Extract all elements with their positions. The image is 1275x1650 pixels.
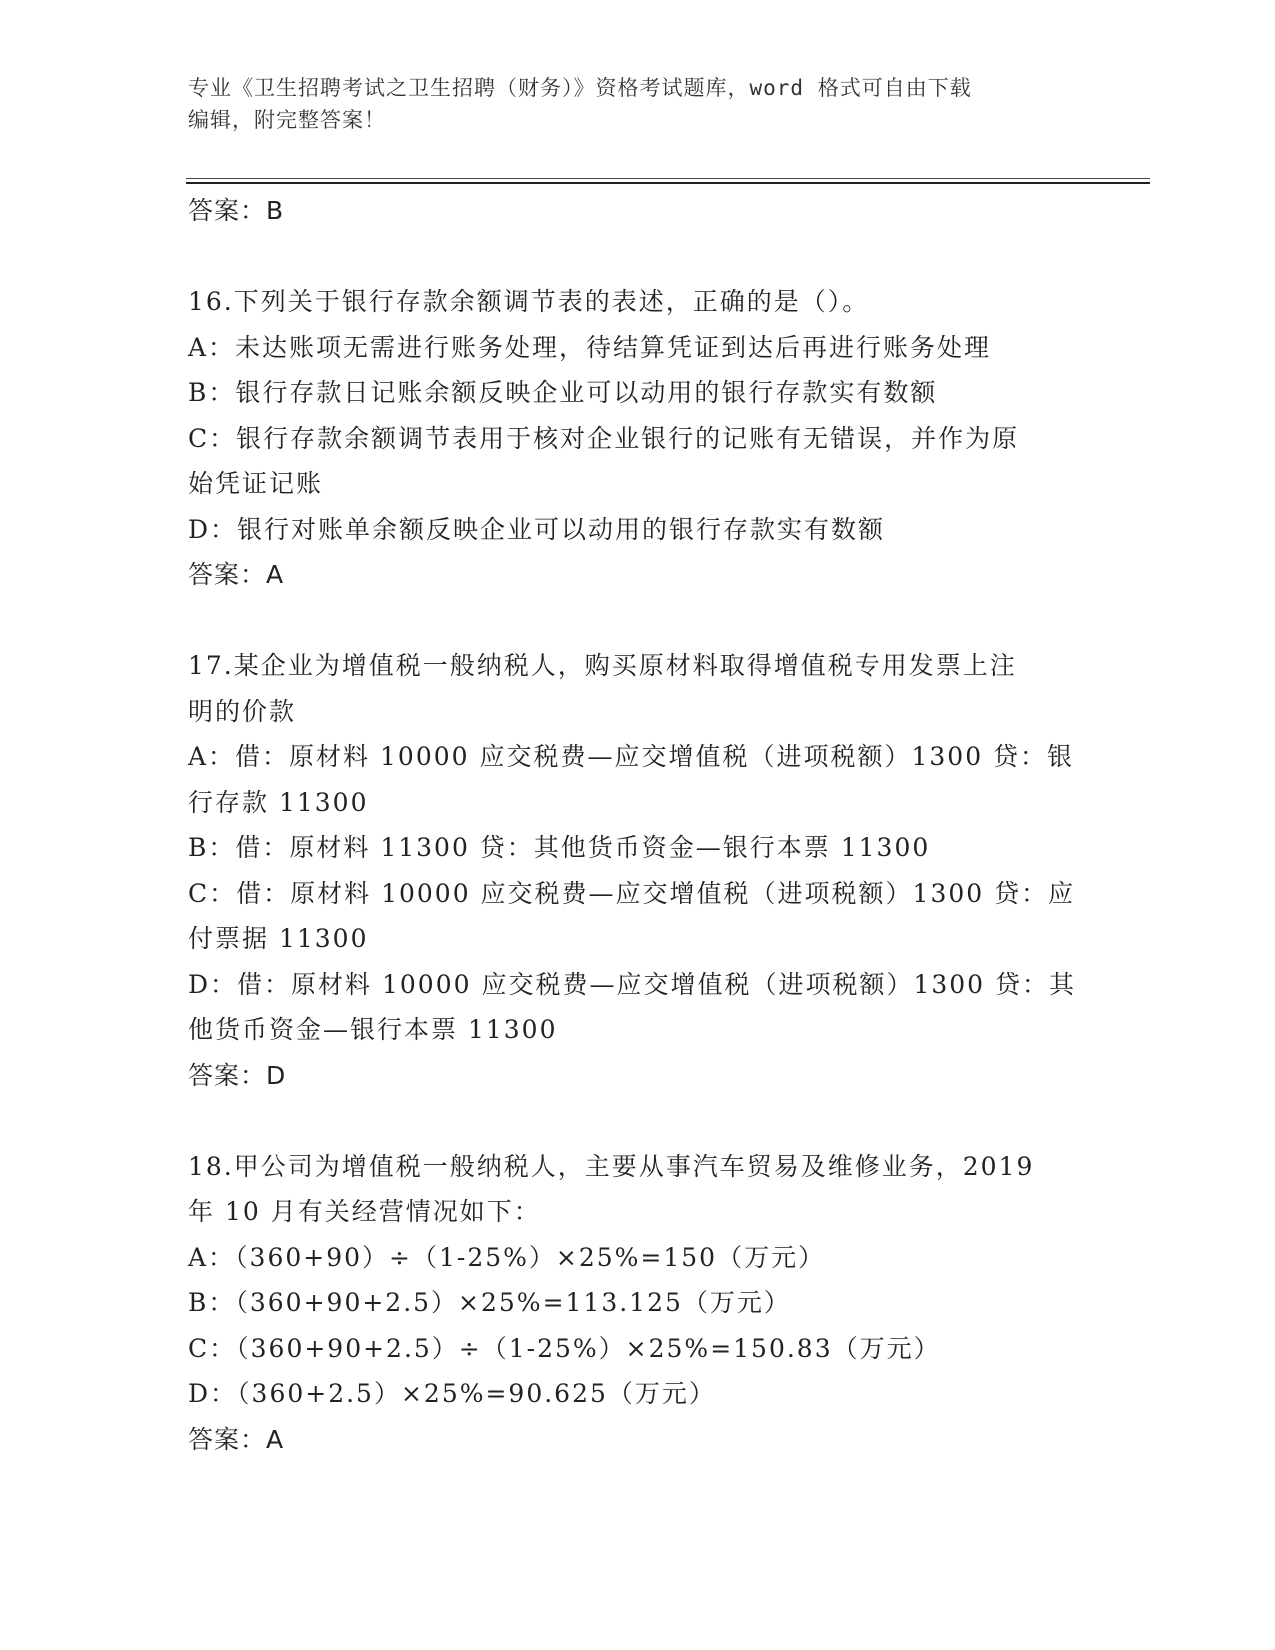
option-b: B：银行存款日记账余额反映企业可以动用的银行存款实有数额 [188, 378, 938, 407]
option-b: B：（360+90+2.5）×25%=113.125（万元） [188, 1288, 791, 1317]
option-d: D：银行对账单余额反映企业可以动用的银行存款实有数额 [188, 514, 886, 544]
option-a: A：借：原材料 10000 应交税费—应交增值税（进项税额）1300 贷：银 [188, 742, 1075, 771]
question-stem: 17.某企业为增值税一般纳税人，购买原材料取得增值税专用发票上注 [188, 651, 1017, 680]
header-rule-thin [186, 178, 1150, 179]
option-c-continued: 付票据 11300 [188, 924, 369, 953]
header-line-2: 编辑，附完整答案！ [188, 108, 386, 132]
option-a: A：未达账项无需进行账务处理，待结算凭证到达后再进行账务处理 [188, 332, 992, 362]
question-stem-continued: 年 10 月有关经营情况如下： [188, 1197, 541, 1226]
spacer [188, 598, 1088, 644]
option-a: A：（360+90）÷（1-25%）×25%=150（万元） [188, 1242, 826, 1272]
page-header [188, 72, 1078, 136]
question-stem: 18.甲公司为增值税一般纳税人，主要从事汽车贸易及维修业务，2019 [188, 1151, 1035, 1181]
question-16 [188, 279, 1088, 598]
answer-line: 答案：A [188, 560, 285, 589]
option-c: C：（360+90+2.5）÷（1-25%）×25%=150.83（万元） [188, 1333, 941, 1363]
option-d-continued: 他货币资金—银行本票 11300 [188, 1015, 558, 1044]
spacer [188, 1098, 1088, 1144]
answer-line: 答案：A [188, 1424, 285, 1454]
spacer [188, 234, 1088, 280]
option-c: C：银行存款余额调节表用于核对企业银行的记账有无错误，并作为原 [188, 423, 1020, 453]
header-line-1: 专业《卫生招聘考试之卫生招聘（财务）》资格考试题库，word 格式可自由下载 [188, 76, 972, 100]
question-18 [188, 1144, 1088, 1463]
answer-line: 答案：B [188, 196, 285, 225]
option-c: C：借：原材料 10000 应交税费—应交增值税（进项税额）1300 贷：应 [188, 878, 1076, 908]
answer-line: 答案：D [188, 1060, 287, 1090]
option-c-continued: 始凭证记账 [188, 469, 324, 498]
option-d: D：借：原材料 10000 应交税费—应交增值税（进项税额）1300 贷：其 [188, 969, 1077, 999]
question-stem: 16.下列关于银行存款余额调节表的表述，正确的是（）。 [188, 287, 870, 316]
header-rule-thick [186, 182, 1150, 184]
option-a-continued: 行存款 11300 [188, 787, 369, 817]
option-b: B：借：原材料 11300 贷：其他货币资金—银行本票 11300 [188, 833, 931, 862]
option-d: D：（360+2.5）×25%=90.625（万元） [188, 1379, 716, 1408]
question-stem-continued: 明的价款 [188, 696, 297, 726]
question-17 [188, 643, 1088, 1098]
question-content [188, 188, 1088, 1462]
